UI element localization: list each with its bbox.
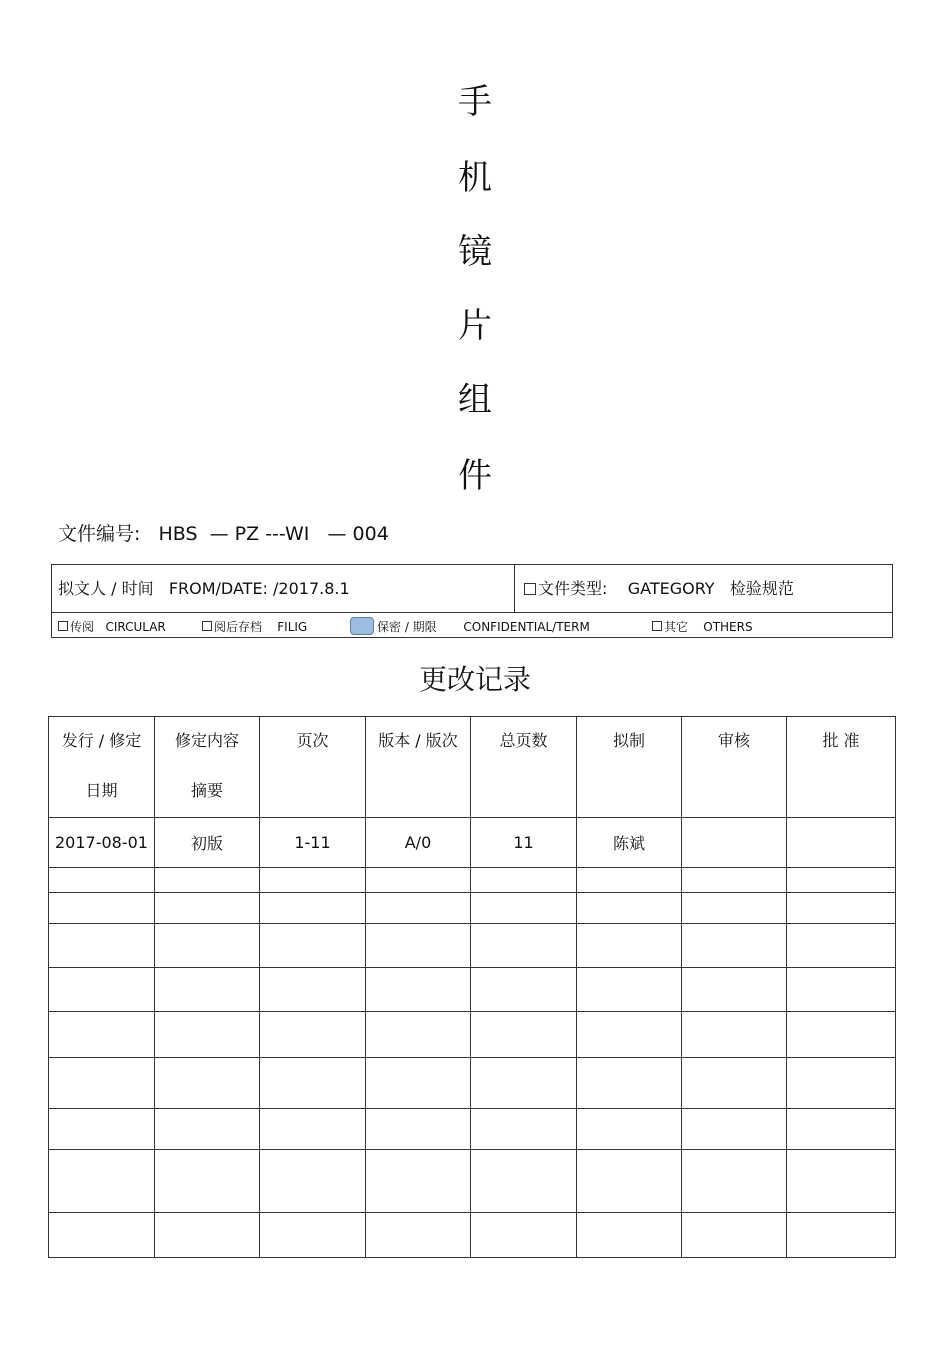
table-row [49,868,896,893]
others-checkbox[interactable] [652,621,662,631]
document-info-box [51,564,893,638]
file-type [524,565,794,613]
info-row-primary [52,565,892,613]
title-char-5: 组 [458,380,492,420]
table-row [49,1213,896,1258]
option-circular [58,615,166,639]
confidential-label: 保密 / 期限 CONFIDENTIAL/TERM [377,620,590,634]
option-others [652,615,753,639]
table-row [49,1109,896,1150]
table-row [49,924,896,968]
cell-pages: 1-11 [260,818,366,868]
option-filig [202,615,307,639]
title-char-6: 件 [458,456,492,496]
table-row [49,818,896,868]
title-char-2: 机 [458,158,492,198]
header-revision-summary: 修定内容 摘要 [155,717,260,818]
cell-drafted-by: 陈斌 [577,818,682,868]
file-type-checkbox[interactable] [524,583,536,595]
header-version: 版本 / 版次 [366,717,471,818]
header-issue-date: 发行 / 修定 日期 [49,717,155,818]
table-row [49,893,896,924]
cell-version: A/0 [366,818,471,868]
title-char-3: 镜 [458,232,492,272]
circular-label: 传阅 CIRCULAR [70,620,166,634]
table-row [49,1058,896,1109]
change-record-title: 更改记录 [418,663,531,696]
file-type-label: 文件类型: GATEGORY 检验规范 [538,579,794,598]
document-number: 文件编号: HBS — PZ ---WI — 004 [58,523,389,545]
table-row [49,1150,896,1213]
cell-total-pages: 11 [471,818,577,868]
header-approved-by: 批 准 [787,717,896,818]
cell-summary: 初版 [155,818,260,868]
cell-reviewed-by [682,818,787,868]
info-divider [514,565,515,613]
filig-label: 阅后存档 FILIG [214,620,308,634]
header-pages: 页次 [260,717,366,818]
table-header-row [49,717,896,818]
drafter-date: 拟文人 / 时间 FROM/DATE: /2017.8.1 [58,579,350,598]
title-char-1: 手 [458,82,492,122]
filig-checkbox[interactable] [202,621,212,631]
table-row [49,968,896,1012]
header-drafted-by: 拟制 [577,717,682,818]
option-confidential [350,615,590,639]
others-label: 其它 OTHERS [664,620,753,634]
circular-checkbox[interactable] [58,621,68,631]
change-record-table [48,716,896,1258]
header-reviewed-by: 审核 [682,717,787,818]
confidential-checkbox[interactable] [350,617,374,635]
cell-approved-by [787,818,896,868]
table-row [49,1012,896,1058]
title-char-4: 片 [458,306,492,346]
cell-date: 2017-08-01 [49,818,155,868]
header-total-pages: 总页数 [471,717,577,818]
